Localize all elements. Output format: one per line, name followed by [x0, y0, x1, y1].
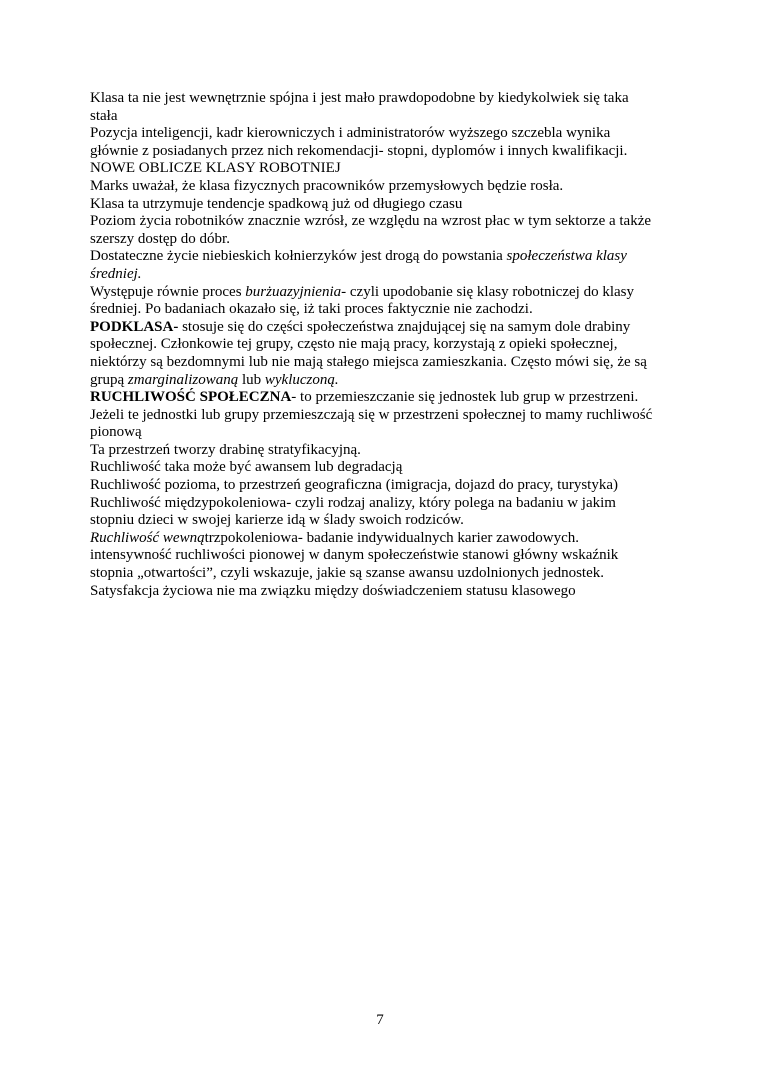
- text-line: [90, 266, 680, 284]
- text-segment: Ruchliwość międzypokoleniowa- czyli rodzaj analizy, który polega na badaniu w jakim: [90, 494, 616, 511]
- text-line: [90, 407, 680, 425]
- text-segment: niektórzy są bezdomnymi lub nie mają stałego miejsca zamieszkania. Często mówi się, że są: [90, 353, 647, 370]
- text-line: [90, 319, 680, 337]
- text-line: [90, 143, 680, 161]
- text-segment: - czyli upodobanie się klasy robotniczej do klasy: [341, 283, 634, 300]
- text-segment: - to przemieszczanie się jednostek lub grup w przestrzeni.: [291, 389, 639, 406]
- text-line: [90, 213, 680, 231]
- text-segment: Klasa ta nie jest wewnętrznie spójna i jest mało prawdopodobne by kiedykolwiek się taka: [90, 90, 629, 106]
- text-segment: stopniu dzieci w swojej karierze idą w ślady swoich rodziców.: [90, 512, 464, 529]
- text-segment: Marks uważał, że klasa fizycznych pracowników przemysłowych będzie rosła.: [90, 177, 564, 194]
- text-line: [90, 354, 680, 372]
- text-line: [90, 196, 680, 214]
- text-segment: stosuje się do części społeczeństwa znajdującej się na samym dole drabiny: [178, 318, 631, 335]
- text-segment: Klasa ta utrzymuje tendencje spadkową już od długiego czasu: [90, 195, 463, 212]
- text-line: [90, 424, 680, 442]
- section-heading: [90, 160, 680, 178]
- bold-term: PODKLASA-: [90, 318, 179, 335]
- text-segment: NOWE OBLICZE KLASY ROBOTNIEJ: [90, 160, 341, 177]
- text-line: [90, 372, 680, 390]
- text-line: [90, 442, 680, 460]
- text-line: [90, 178, 680, 196]
- text-segment: Ta przestrzeń tworzy drabinę stratyfikacyjną.: [90, 441, 361, 458]
- text-segment: trzpokoleniowa- badanie indywidualnych karier zawodowych.: [204, 529, 580, 546]
- text-line: [90, 284, 680, 302]
- text-segment: Ruchliwość pozioma, to przestrzeń geograficzna (imigracja, dojazd do pracy, turystyka): [90, 477, 618, 494]
- text-line: [90, 512, 680, 530]
- italic-term: Ruchliwość wewną: [90, 529, 205, 546]
- text-segment: Ruchliwość taka może być awansem lub degradacją: [90, 459, 403, 476]
- text-segment: średniej. Po badaniach okazało się, iż taki proces faktycznie nie zachodzi.: [90, 301, 533, 318]
- text-segment: Dostateczne życie niebieskich kołnierzyków jest drogą do powstania: [90, 248, 507, 265]
- text-segment: intensywność ruchliwości pionowej w danym społeczeństwie stanowi główny wskaźnik: [90, 547, 619, 564]
- text-segment: głównie z posiadanych przez nich rekomendacji- stopni, dyplomów i innych kwalifikacji.: [90, 142, 628, 159]
- text-line: [90, 583, 680, 601]
- text-segment: Pozycja inteligencji, kadr kierowniczych i administratorów wyższego szczebla wynika: [90, 125, 611, 142]
- italic-term: wykluczoną.: [264, 371, 339, 388]
- text-segment: Jeżeli te jednostki lub grupy przemieszczają się w przestrzeni społecznej to mamy ruchliwość: [90, 406, 653, 423]
- text-segment: pionową: [90, 424, 142, 441]
- text-segment: Satysfakcja życiowa nie ma związku między doświadczeniem statusu klasowego: [90, 582, 576, 599]
- text-segment: Poziom życia robotników znacznie wzrósł, ze względu na wzrost płac w tym sektorze a także: [90, 213, 652, 230]
- page-number: 7: [376, 1012, 384, 1028]
- bold-term: RUCHLIWOŚĆ SPOŁECZNA: [90, 389, 292, 406]
- text-line: [90, 248, 680, 266]
- text-segment: stała: [90, 107, 118, 124]
- text-line: [90, 336, 680, 354]
- text-line: [90, 125, 680, 143]
- text-line: [90, 90, 680, 108]
- text-segment: lub: [238, 371, 265, 388]
- text-line: [90, 565, 680, 583]
- text-segment: grupą: [90, 371, 128, 388]
- text-line: [90, 477, 680, 495]
- italic-term: zmarginalizowaną: [127, 371, 239, 388]
- text-segment: społecznej. Członkowie tej grupy, często nie mają pracy, korzystają z opieki społecznej,: [90, 336, 618, 353]
- text-line: [90, 530, 680, 548]
- italic-term: burżuazyjnienia: [245, 283, 342, 300]
- text-segment: stopnia „otwartości”, czyli wskazuje, jakie są szanse awansu uzdolnionych jednostek.: [90, 565, 605, 582]
- body-text: [90, 90, 680, 600]
- text-line: [90, 108, 680, 126]
- text-line: [90, 547, 680, 565]
- italic-term: średniej.: [90, 265, 142, 282]
- text-line: [90, 389, 680, 407]
- text-segment: szerszy dostęp do dóbr.: [90, 230, 230, 247]
- text-line: [90, 459, 680, 477]
- text-segment: Występuje równie proces: [90, 283, 246, 300]
- text-line: [90, 301, 680, 319]
- italic-term: społeczeństwa klasy: [506, 248, 627, 265]
- text-line: [90, 495, 680, 513]
- text-line: [90, 231, 680, 249]
